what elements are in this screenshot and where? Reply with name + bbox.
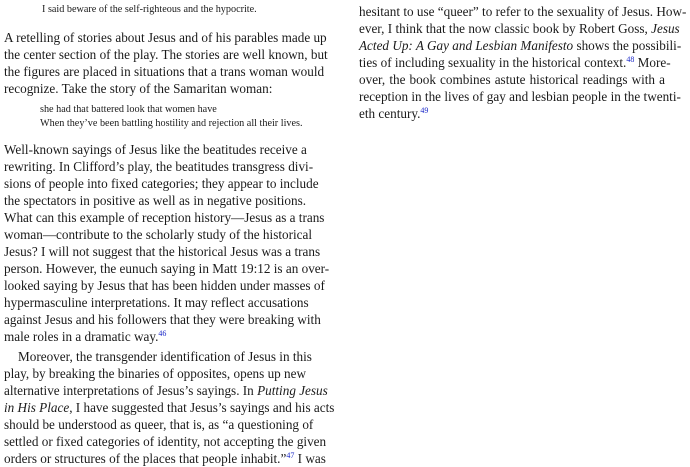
paragraph-line [4, 328, 166, 345]
paragraph-line: the spectators in positive as well as in negative positions. [4, 193, 306, 208]
paragraph-text: More- [634, 55, 671, 70]
paragraph-text: ever, I think that the now classic book by Robert Goss, [359, 21, 648, 36]
paragraph-line: hesitant to use “queer” to refer to the sexuality of Jesus. How- [359, 4, 687, 19]
paragraph-text: ties of including sexuality in the historical context. [359, 55, 627, 70]
paragraph-line [4, 382, 328, 399]
paragraph-text: eth century. [359, 106, 421, 121]
paragraph-line: Moreover, the transgender identification of Jesus in this [18, 349, 312, 364]
verse-quote-line: I said beware of the self-righteous and the hypocrite. [42, 4, 257, 15]
paragraph-line: play, by breaking the binaries of opposites, opens up new [4, 366, 307, 381]
paragraph-text: shows the possibili- [573, 38, 682, 53]
paragraph-line [359, 37, 681, 54]
paragraph-line: should be understood as queer, that is, as “a questioning of [4, 417, 314, 432]
paragraph-line: the figures are placed in situations that a trans woman would [4, 64, 325, 79]
footnote-47-link[interactable]: 47 [286, 451, 295, 460]
paragraph-line: the center section of the play. The stories are well known, but [4, 47, 328, 62]
book-title: Jesus [651, 21, 680, 36]
paragraph-text: male roles in a dramatic way. [4, 329, 159, 344]
paragraph-line: rewriting. In Clifford’s play, the beatitudes transgress divi- [4, 159, 314, 174]
paragraph-line: settled or fixed categories of identity, not accepting the given [4, 434, 327, 449]
verse-quote-line: When they’ve been battling hostility and rejection all their lives. [40, 118, 303, 129]
book-title: in His Place [4, 400, 70, 415]
footnote-46-link[interactable]: 46 [158, 329, 167, 338]
footnote-48-link[interactable]: 48 [626, 55, 635, 64]
paragraph-line: over, the book combines astute historical readings with a [359, 72, 665, 87]
paragraph-text: orders or structures of the places that people inhabit.” [4, 451, 287, 466]
paragraph-line: sions of people into fixed categories; they appear to include [4, 176, 319, 191]
paragraph-text: , I have suggested that Jesus’s sayings and his acts [69, 400, 335, 415]
paragraph-line: reception in the lives of gay and lesbian people in the twenti- [359, 89, 681, 104]
paragraph-line [359, 54, 671, 71]
book-title: Putting Jesus [257, 383, 328, 398]
paragraph-line [4, 399, 334, 416]
paragraph-line: Well-known sayings of Jesus like the beatitudes receive a [4, 142, 307, 157]
paragraph-line: Jesus? I will not suggest that the historical Jesus was a trans [4, 244, 321, 259]
paragraph-line: person. However, the eunuch saying in Matt 19:12 is an over- [4, 261, 330, 276]
paragraph-line: What can this example of reception history—Jesus as a trans [4, 210, 325, 225]
book-title: Acted Up: A Gay and Lesbian Manifesto [359, 38, 574, 53]
footnote-49-link[interactable]: 49 [420, 106, 429, 115]
paragraph-text: alternative interpretations of Jesus’s sayings. In [4, 383, 254, 398]
paragraph-line: against Jesus and his followers that they were breaking with [4, 312, 321, 327]
paragraph-line: looked saying by Jesus that has been hidden under masses of [4, 278, 325, 293]
paragraph-line: recognize. Take the story of the Samaritan woman: [4, 81, 273, 96]
verse-quote-line: she had that battered look that women have [40, 104, 217, 115]
paragraph-line: A retelling of stories about Jesus and of his parables made up [4, 30, 327, 45]
paragraph-line: hypermasculine interpretations. It may reflect accusations [4, 295, 309, 310]
paragraph-line [4, 450, 326, 467]
paragraph-text: I was [294, 451, 326, 466]
paragraph-line [359, 20, 680, 37]
paragraph-line: woman—contribute to the scholarly study of the historical [4, 227, 313, 242]
paragraph-line [359, 105, 428, 122]
